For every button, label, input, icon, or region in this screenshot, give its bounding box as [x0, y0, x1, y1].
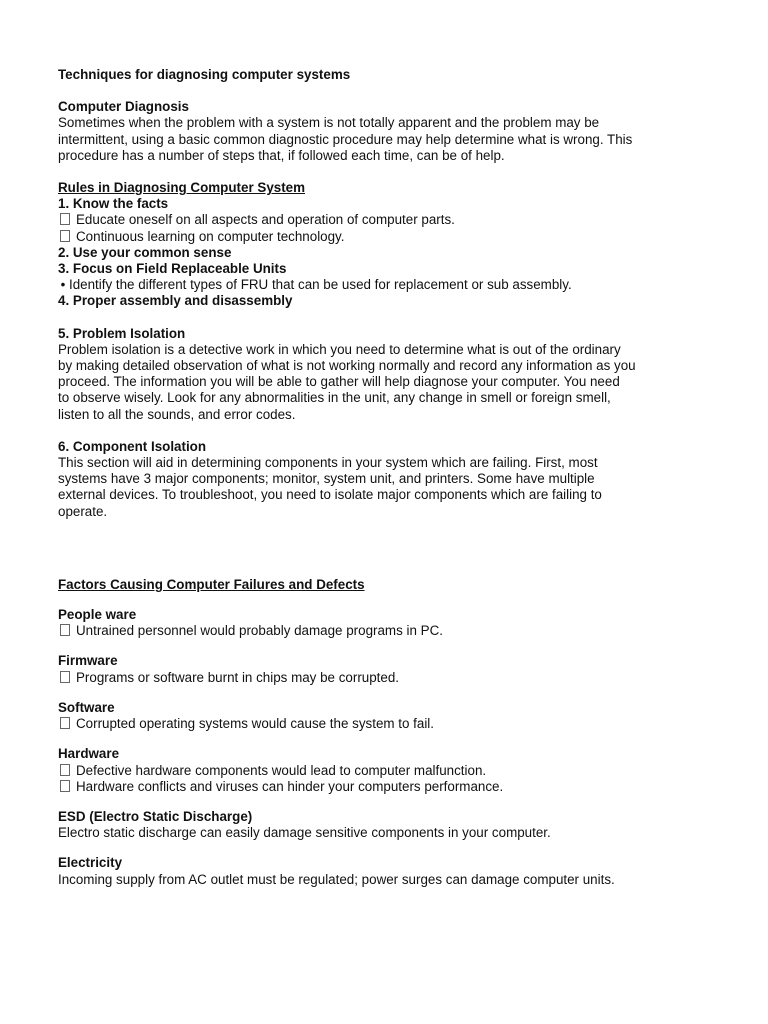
list-item [58, 212, 718, 228]
checkbox-bullet-icon [60, 213, 70, 225]
list-item-text: Untrained personnel would probably damage programs in PC. [76, 623, 443, 639]
list-item-text: Programs or software burnt in chips may be corrupted. [76, 669, 400, 685]
bullet-dot-icon: • [60, 277, 66, 293]
factor-heading-esd: ESD (Electro Static Discharge) [58, 808, 253, 824]
paragraph-line: listen to all the sounds, and error codes. [58, 406, 296, 422]
paragraph-line: to observe wisely. Look for any abnormalities in the unit, any change in smell or foreign smell, [58, 390, 611, 406]
paragraph-line: Electro static discharge can easily damage sensitive components in your computer. [58, 825, 551, 841]
paragraph-line: This section will aid in determining components in your system which are failing. First, most [58, 455, 598, 471]
checkbox-bullet-icon [60, 780, 70, 792]
paragraph-line: proceed. The information you will be able to gather will help diagnose your computer. You need [58, 374, 620, 390]
paragraph-line: intermittent, using a basic common diagnostic procedure may help determine what is wrong. This [58, 131, 633, 147]
factor-heading-electricity: Electricity [58, 855, 123, 871]
list-item-text: Defective hardware components would lead to computer malfunction. [76, 762, 487, 778]
factor-heading-hardware: Hardware [58, 746, 120, 762]
checkbox-bullet-icon [60, 764, 70, 776]
factor-heading-firmware: Firmware [58, 653, 118, 669]
list-item-text: Continuous learning on computer technology. [76, 228, 345, 244]
list-item-text: Corrupted operating systems would cause the system to fail. [76, 716, 434, 732]
rule-heading-6: 6. Component Isolation [58, 438, 207, 454]
checkbox-bullet-icon [60, 671, 70, 683]
document-body [58, 67, 718, 888]
list-item [58, 763, 718, 779]
checkbox-bullet-icon [60, 230, 70, 242]
section-heading-computer-diagnosis: Computer Diagnosis [58, 99, 189, 115]
paragraph-line: Problem isolation is a detective work in which you need to determine what is out of the ordinary [58, 341, 621, 357]
paragraph-line: by making detailed observation of what is not working normally and record any information as you [58, 358, 636, 374]
factor-heading-software: Software [58, 699, 115, 715]
checkbox-bullet-icon [60, 717, 70, 729]
paragraph-line: Incoming supply from AC outlet must be regulated; power surges can damage computer units. [58, 871, 615, 887]
list-item [58, 716, 718, 732]
paragraph-line: external devices. To troubleshoot, you need to isolate major components which are failing to [58, 487, 602, 503]
rule-heading-1: 1. Know the facts [58, 196, 169, 212]
rule-heading-4: 4. Proper assembly and disassembly [58, 293, 293, 309]
factor-heading-people-ware: People ware [58, 607, 137, 623]
list-item [58, 779, 718, 795]
list-item [58, 229, 718, 245]
list-item-text: Identify the different types of FRU that can be used for replacement or sub assembly. [69, 277, 572, 293]
paragraph-line: systems have 3 major components; monitor, system unit, and printers. Some have multiple [58, 471, 595, 487]
rule-heading-5: 5. Problem Isolation [58, 325, 186, 341]
section-heading-rules: Rules in Diagnosing Computer System [58, 180, 306, 196]
list-item [58, 277, 718, 293]
paragraph-line: Sometimes when the problem with a system is not totally apparent and the problem may be [58, 115, 600, 131]
rule-heading-2: 2. Use your common sense [58, 244, 232, 260]
paragraph-line: procedure has a number of steps that, if followed each time, can be of help. [58, 147, 505, 163]
rule-heading-3: 3. Focus on Field Replaceable Units [58, 261, 287, 277]
list-item [58, 670, 718, 686]
list-item-text: Educate oneself on all aspects and operation of computer parts. [76, 212, 455, 228]
list-item [58, 623, 718, 639]
checkbox-bullet-icon [60, 624, 70, 636]
section-heading-factors: Factors Causing Computer Failures and Defects [58, 576, 365, 592]
list-item-text: Hardware conflicts and viruses can hinder your computers performance. [76, 778, 504, 794]
paragraph-line: operate. [58, 503, 108, 519]
document-title: Techniques for diagnosing computer systems [58, 67, 351, 82]
